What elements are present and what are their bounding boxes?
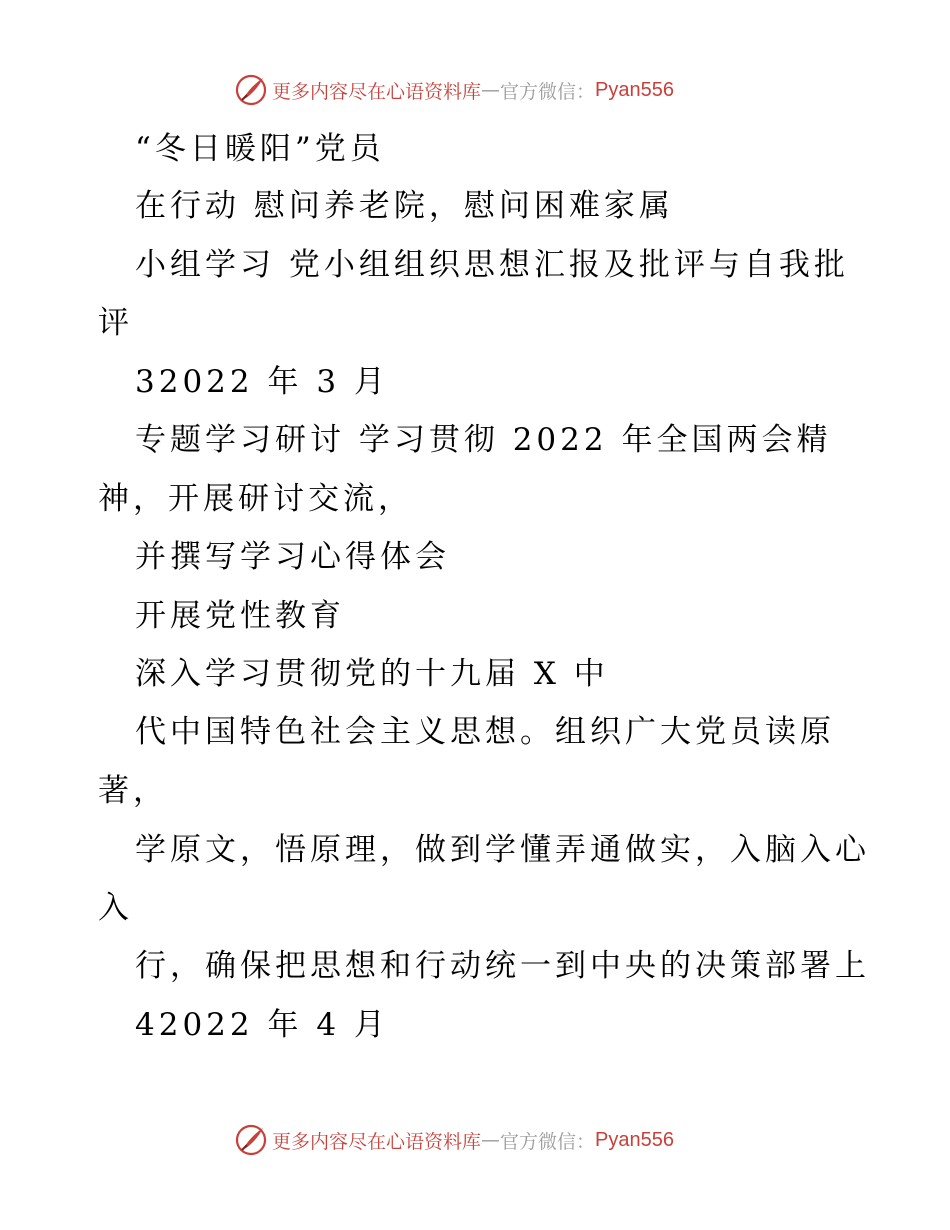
- body-line-8: 并撰写学习心得体会: [135, 539, 450, 575]
- header-site-text: 更多内容尽在心语资料库: [272, 80, 482, 103]
- header-watermark-banner: [234, 72, 714, 108]
- body-line-12: 著，: [98, 773, 168, 809]
- quill-pen-logo-icon: [234, 1123, 268, 1157]
- body-line-7: 神，开展研讨交流，: [98, 481, 413, 517]
- footer-watermark-banner: [234, 1122, 714, 1158]
- quill-pen-logo-icon: [234, 73, 268, 107]
- body-line-10: 深入学习贯彻党的十九届 X 中: [135, 656, 609, 692]
- body-line-16: 42022 年 4 月: [135, 1007, 389, 1043]
- footer-wechat-label: 官方微信：: [500, 1130, 596, 1153]
- body-line-1: “冬日暖阳”党员: [135, 131, 385, 167]
- body-line-4: 评: [98, 305, 133, 341]
- footer-site-text: 更多内容尽在心语资料库: [272, 1130, 482, 1153]
- header-separator: —: [481, 79, 501, 101]
- header-wechat-label: 官方微信：: [500, 80, 596, 103]
- body-line-11: 代中国特色社会主义思想。组织广大党员读原: [135, 714, 835, 750]
- footer-wechat-id: Pyan556: [595, 1128, 674, 1151]
- body-line-13: 学原文，悟原理，做到学懂弄通做实，入脑入心: [135, 832, 870, 868]
- body-line-14: 入: [98, 890, 133, 926]
- body-line-15: 行，确保把思想和行动统一到中央的决策部署上: [135, 948, 870, 984]
- footer-separator: —: [481, 1129, 501, 1151]
- body-line-5: 32022 年 3 月: [135, 364, 389, 400]
- body-line-9: 开展党性教育: [135, 598, 345, 634]
- body-line-3: 小组学习 党小组组织思想汇报及批评与自我批: [135, 247, 849, 283]
- body-line-2: 在行动 慰问养老院，慰问困难家属: [135, 188, 674, 224]
- body-line-6: 专题学习研讨 学习贯彻 2022 年全国两会精: [135, 422, 832, 458]
- header-wechat-id: Pyan556: [595, 78, 674, 101]
